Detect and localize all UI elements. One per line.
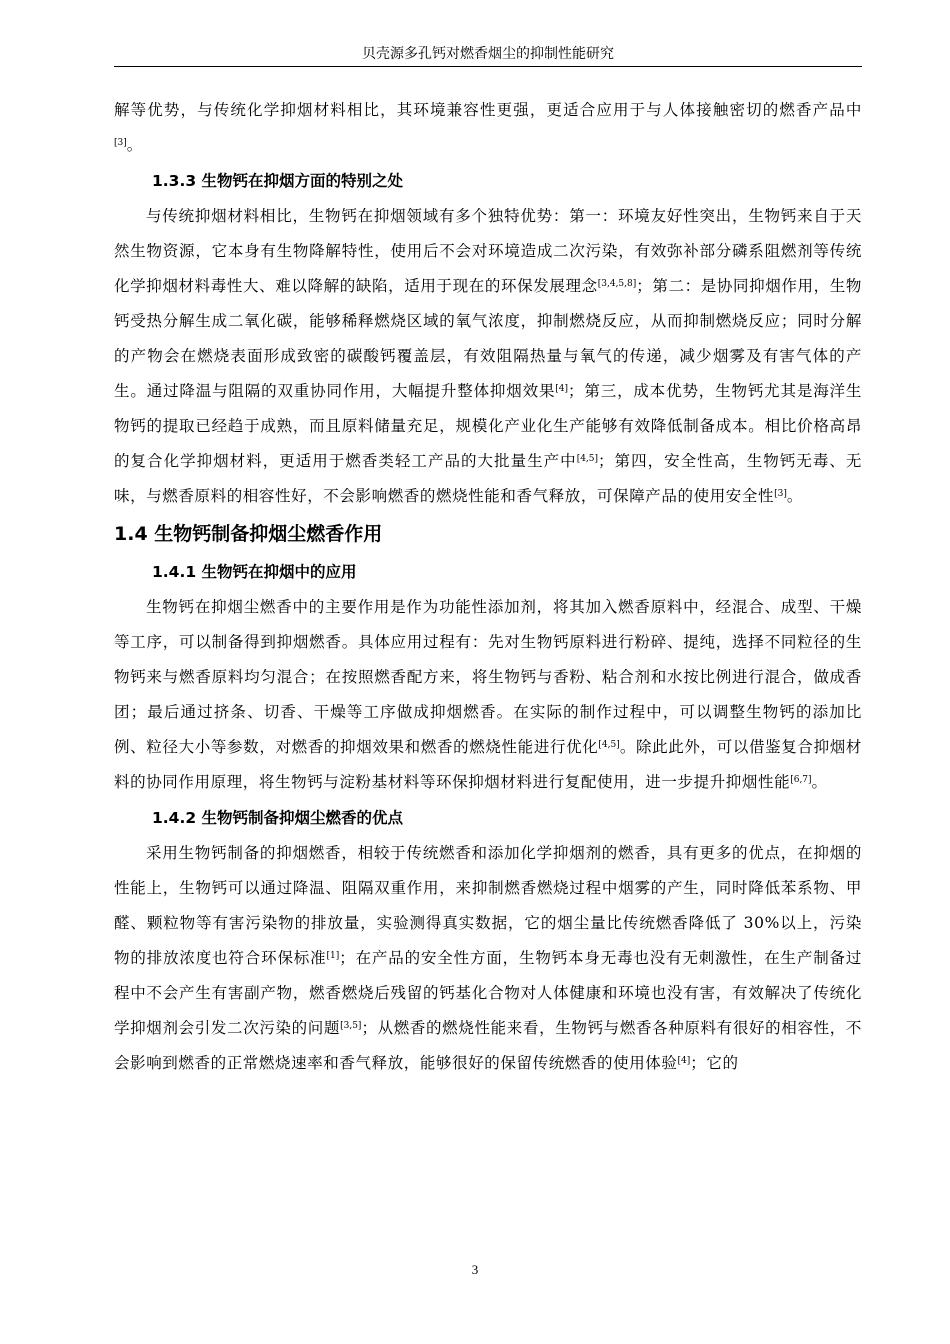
subsection-heading-1-4-2: 1.4.2 生物钙制备抑烟尘燃香的优点 bbox=[152, 809, 404, 827]
page-content bbox=[114, 93, 862, 1081]
running-header: 贝壳源多孔钙对燃香烟尘的抑制性能研究 bbox=[362, 46, 614, 62]
header-rule bbox=[114, 66, 862, 67]
paragraph-benefits bbox=[114, 836, 862, 1081]
paragraph-text: 。除此此外，可以借鉴复合抑烟材料的协同作用原理，将生物钙与淀粉基材料等环保抑烟材料进行复配使用，进一步提升抑烟性能 bbox=[114, 738, 862, 791]
citation: [3,5] bbox=[340, 1021, 362, 1031]
paragraph-advantages bbox=[114, 199, 862, 514]
paragraph-text: ；第三，成本优势，生物钙尤其是海洋生物钙的提取已经趋于成熟，而且原料储量充足，规模化产业化生产能够有效降低制备成本。相比价格高昂的复合化学抑烟材料，更适用于燃香类轻工产品的大批量生产中 bbox=[114, 382, 862, 470]
paragraph-text: 生物钙在抑烟尘燃香中的主要作用是作为功能性添加剂，将其加入燃香原料中，经混合、成型、干燥等工序，可以制备得到抑烟燃香。具体应用过程有：先对生物钙原料进行粉碎、提纯，选择不同粒径的生物钙来与燃香原料均匀混合；在按照燃香配方来，将生物钙与香粉、粘合剂和水按比例进行混合，做成香团；最后通过挤条、切香、干燥等工序做成抑烟燃香。在实际的制作过程中，可以调整生物钙的添加比例、粒径大小等参数，对燃香的抑烟效果和燃香的燃烧性能进行优化 bbox=[114, 598, 862, 756]
paragraph-application bbox=[114, 590, 862, 800]
paragraph-text: 解等优势，与传统化学抑烟材料相比，其环境兼容性更强，更适合应用于与人体接触密切的燃香产品中 bbox=[114, 101, 862, 119]
citation: [3] bbox=[114, 138, 127, 148]
citation: [3] bbox=[774, 489, 787, 499]
citation: [6,7] bbox=[790, 775, 812, 785]
paragraph-text: ；它的 bbox=[690, 1054, 739, 1072]
citation: [4] bbox=[555, 384, 569, 394]
paragraph-text: 采用生物钙制备的抑烟燃香，相较于传统燃香和添加化学抑烟剂的燃香，具有更多的优点，在抑烟的性能上，生物钙可以通过降温、阻隔双重作用，来抑制燃香燃烧过程中烟雾的产生，同时降低苯系物、甲醛、颗粒物等有害污染物的排放量，实验测得真实数据，它的烟尘量比传统燃香降低了 30%以上，污染物的排放浓度也符合环保标准 bbox=[114, 844, 862, 967]
paragraph-text: 。 bbox=[811, 773, 828, 791]
paragraph-text: ；第四，安全性高，生物钙无毒、无味，与燃香原料的相容性好，不会影响燃香的燃烧性能和香气释放，可保障产品的使用安全性 bbox=[114, 452, 862, 505]
paragraph-text: 。 bbox=[786, 487, 803, 505]
paragraph-text: 。 bbox=[126, 136, 143, 154]
page-number: 3 bbox=[471, 1262, 479, 1277]
paragraph-text: 与传统抑烟材料相比，生物钙在抑烟领域有多个独特优势：第一：环境友好性突出，生物钙来自于天然生物资源，它本身有生物降解特性，使用后不会对环境造成二次污染，有效弥补部分磷系阻燃剂等传统化学抑烟材料毒性大、难以降解的缺陷，适用于现在的环保发展理念 bbox=[114, 207, 862, 295]
subsection-heading-1-3-3: 1.3.3 生物钙在抑烟方面的特别之处 bbox=[152, 172, 404, 190]
citation: [4,5] bbox=[598, 740, 620, 750]
paragraph-text: ；从燃香的燃烧性能来看，生物钙与燃香各种原料有很好的相容性，不会影响到燃香的正常燃烧速率和香气释放，能够很好的保留传统燃香的使用体验 bbox=[114, 1019, 862, 1072]
subsection-heading-1-4-1: 1.4.1 生物钙在抑烟中的应用 bbox=[152, 563, 357, 581]
citation: [1] bbox=[326, 951, 340, 961]
citation: [4,5] bbox=[576, 454, 599, 464]
citation: [3,4,5,8] bbox=[597, 279, 637, 289]
section-heading-1-4: 1.4 生物钙制备抑烟尘燃香作用 bbox=[114, 523, 383, 545]
citation: [4] bbox=[677, 1056, 691, 1066]
paragraph-text: ；在产品的安全性方面，生物钙本身无毒也没有无刺激性，在生产制备过程中不会产生有害副产物，燃香燃烧后残留的钙基化合物对人体健康和环境也没有害，有效解决了传统化学抑烟剂会引发二次污染的问题 bbox=[114, 949, 862, 1037]
paragraph-text: ；第二：是协同抑烟作用，生物钙受热分解生成二氧化碳，能够稀释燃烧区域的氧气浓度，抑制燃烧反应，从而抑制燃烧反应；同时分解的产物会在燃烧表面形成致密的碳酸钙覆盖层，有效阻隔热量与氧气的传递，减少烟雾及有害气体的产生。通过降温与阻隔的双重协同作用，大幅提升整体抑烟效果 bbox=[114, 277, 862, 400]
paragraph-continuation bbox=[114, 93, 862, 163]
